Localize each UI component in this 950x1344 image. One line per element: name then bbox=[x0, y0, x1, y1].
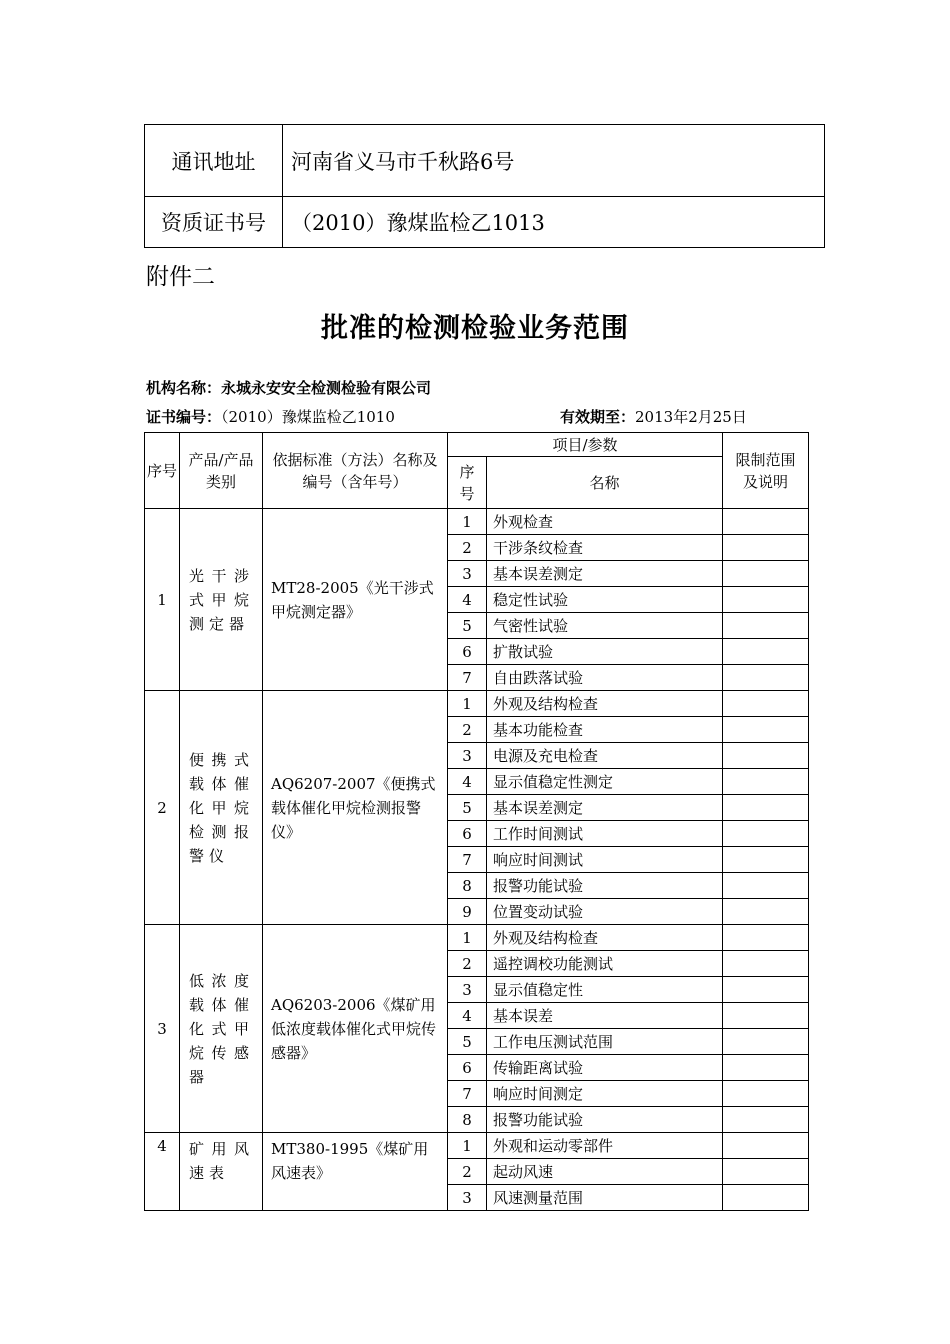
item-seq: 9 bbox=[448, 899, 487, 925]
item-name: 气密性试验 bbox=[487, 613, 723, 639]
cert-row bbox=[145, 197, 825, 248]
item-name: 显示值稳定性 bbox=[487, 977, 723, 1003]
item-name: 显示值稳定性测定 bbox=[487, 769, 723, 795]
product-seq: 4 bbox=[145, 1133, 180, 1211]
item-limit bbox=[723, 873, 809, 899]
item-seq: 3 bbox=[448, 977, 487, 1003]
item-limit bbox=[723, 665, 809, 691]
item-limit bbox=[723, 1133, 809, 1159]
org-value: 永城永安安全检测检验有限公司 bbox=[221, 379, 432, 397]
item-limit bbox=[723, 691, 809, 717]
item-name: 工作电压测试范围 bbox=[487, 1029, 723, 1055]
item-limit bbox=[723, 1003, 809, 1029]
item-limit bbox=[723, 821, 809, 847]
item-name: 基本功能检查 bbox=[487, 717, 723, 743]
page-title: 批准的检测检验业务范围 bbox=[321, 313, 629, 344]
product-name: 矿用风速表 bbox=[180, 1133, 263, 1211]
item-name: 报警功能试验 bbox=[487, 1107, 723, 1133]
item-name: 外观检查 bbox=[487, 509, 723, 535]
header-product: 产品/产品类别 bbox=[180, 433, 263, 509]
item-seq: 8 bbox=[448, 873, 487, 899]
item-seq: 2 bbox=[448, 717, 487, 743]
item-seq: 5 bbox=[448, 613, 487, 639]
item-seq: 1 bbox=[448, 509, 487, 535]
item-name: 自由跌落试验 bbox=[487, 665, 723, 691]
cert-label: 资质证书号 bbox=[145, 197, 283, 248]
item-seq: 7 bbox=[448, 847, 487, 873]
item-seq: 8 bbox=[448, 1107, 487, 1133]
item-name: 电源及充电检查 bbox=[487, 743, 723, 769]
header-item-name: 名称 bbox=[487, 457, 723, 509]
item-limit bbox=[723, 639, 809, 665]
table-row bbox=[145, 1133, 809, 1159]
item-limit bbox=[723, 561, 809, 587]
product-seq: 3 bbox=[145, 925, 180, 1133]
table-row bbox=[145, 925, 809, 951]
item-name: 外观及结构检查 bbox=[487, 925, 723, 951]
item-seq: 1 bbox=[448, 925, 487, 951]
item-seq: 4 bbox=[448, 587, 487, 613]
scope-table bbox=[144, 432, 809, 1211]
product-standard: AQ6207-2007《便携式载体催化甲烷检测报警仪》 bbox=[263, 691, 448, 925]
item-seq: 6 bbox=[448, 1055, 487, 1081]
item-limit bbox=[723, 587, 809, 613]
item-seq: 2 bbox=[448, 951, 487, 977]
address-label: 通讯地址 bbox=[145, 125, 283, 197]
address-row bbox=[145, 125, 825, 197]
item-name: 位置变动试验 bbox=[487, 899, 723, 925]
item-limit bbox=[723, 925, 809, 951]
address-value: 河南省义马市千秋路6号 bbox=[283, 125, 825, 197]
item-name: 工作时间测试 bbox=[487, 821, 723, 847]
item-seq: 1 bbox=[448, 1133, 487, 1159]
org-line bbox=[146, 377, 431, 398]
cert-no-line bbox=[146, 406, 395, 427]
item-seq: 4 bbox=[448, 1003, 487, 1029]
item-limit bbox=[723, 717, 809, 743]
item-limit bbox=[723, 535, 809, 561]
header-row-1 bbox=[145, 433, 809, 457]
item-name: 响应时间测试 bbox=[487, 847, 723, 873]
header-item-group: 项目/参数 bbox=[448, 433, 723, 457]
attachment-label: 附件二 bbox=[146, 264, 215, 290]
item-seq: 5 bbox=[448, 1029, 487, 1055]
item-limit bbox=[723, 977, 809, 1003]
item-name: 风速测量范围 bbox=[487, 1185, 723, 1211]
item-name: 干涉条纹检查 bbox=[487, 535, 723, 561]
cert-no-label: 证书编号： bbox=[146, 408, 222, 426]
item-limit bbox=[723, 1081, 809, 1107]
product-name: 光干涉式甲烷测定器 bbox=[180, 509, 263, 691]
item-seq: 7 bbox=[448, 665, 487, 691]
item-seq: 3 bbox=[448, 561, 487, 587]
item-limit bbox=[723, 1055, 809, 1081]
item-name: 扩散试验 bbox=[487, 639, 723, 665]
item-seq: 6 bbox=[448, 821, 487, 847]
org-label: 机构名称： bbox=[146, 379, 222, 397]
valid-label: 有效期至： bbox=[560, 408, 636, 426]
product-standard: MT28-2005《光干涉式甲烷测定器》 bbox=[263, 509, 448, 691]
item-limit bbox=[723, 769, 809, 795]
scope-body bbox=[145, 509, 809, 1211]
item-limit bbox=[723, 1185, 809, 1211]
product-standard: MT380-1995《煤矿用风速表》 bbox=[263, 1133, 448, 1211]
item-name: 遥控调校功能测试 bbox=[487, 951, 723, 977]
item-limit bbox=[723, 899, 809, 925]
item-limit bbox=[723, 1029, 809, 1055]
item-seq: 2 bbox=[448, 535, 487, 561]
item-name: 稳定性试验 bbox=[487, 587, 723, 613]
item-name: 报警功能试验 bbox=[487, 873, 723, 899]
item-name: 起动风速 bbox=[487, 1159, 723, 1185]
item-name: 基本误差 bbox=[487, 1003, 723, 1029]
item-name: 外观和运动零部件 bbox=[487, 1133, 723, 1159]
item-name: 基本误差测定 bbox=[487, 561, 723, 587]
header-limit: 限制范围及说明 bbox=[723, 433, 809, 509]
item-limit bbox=[723, 795, 809, 821]
header-item-seq: 序号 bbox=[448, 457, 487, 509]
product-seq: 2 bbox=[145, 691, 180, 925]
header-seq: 序号 bbox=[145, 433, 180, 509]
item-seq: 4 bbox=[448, 769, 487, 795]
item-limit bbox=[723, 509, 809, 535]
item-name: 基本误差测定 bbox=[487, 795, 723, 821]
item-name: 传输距离试验 bbox=[487, 1055, 723, 1081]
item-seq: 7 bbox=[448, 1081, 487, 1107]
item-seq: 5 bbox=[448, 795, 487, 821]
table-row bbox=[145, 509, 809, 535]
product-standard: AQ6203-2006《煤矿用低浓度载体催化式甲烷传感器》 bbox=[263, 925, 448, 1133]
product-seq: 1 bbox=[145, 509, 180, 691]
cert-value: （2010）豫煤监检乙1013 bbox=[283, 197, 825, 248]
table-row bbox=[145, 691, 809, 717]
product-name: 低浓度载体催化式甲烷传感器 bbox=[180, 925, 263, 1133]
item-limit bbox=[723, 1159, 809, 1185]
item-limit bbox=[723, 847, 809, 873]
item-seq: 3 bbox=[448, 743, 487, 769]
item-seq: 2 bbox=[448, 1159, 487, 1185]
valid-value: 2013年2月25日 bbox=[635, 408, 747, 426]
item-limit bbox=[723, 1107, 809, 1133]
valid-line bbox=[560, 406, 747, 427]
cert-no-value: （2010）豫煤监检乙1010 bbox=[221, 408, 395, 426]
item-name: 响应时间测定 bbox=[487, 1081, 723, 1107]
header-standard: 依据标准（方法）名称及编号（含年号） bbox=[263, 433, 448, 509]
item-seq: 1 bbox=[448, 691, 487, 717]
item-name: 外观及结构检查 bbox=[487, 691, 723, 717]
item-seq: 3 bbox=[448, 1185, 487, 1211]
product-name: 便携式载体催化甲烷检测报警仪 bbox=[180, 691, 263, 925]
item-limit bbox=[723, 951, 809, 977]
contact-table bbox=[144, 124, 825, 248]
item-limit bbox=[723, 613, 809, 639]
item-limit bbox=[723, 743, 809, 769]
item-seq: 6 bbox=[448, 639, 487, 665]
